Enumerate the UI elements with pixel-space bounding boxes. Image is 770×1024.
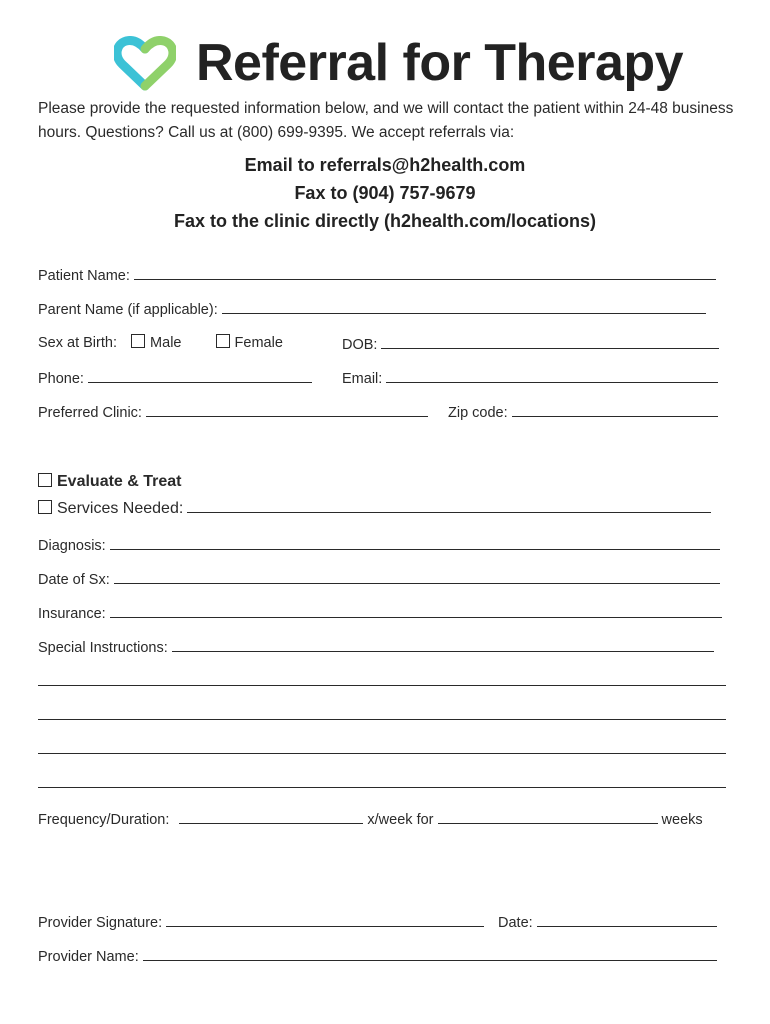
services-needed-field[interactable] xyxy=(187,498,711,513)
female-label: Female xyxy=(234,335,283,351)
date-row xyxy=(498,912,717,931)
email-label: Email: xyxy=(342,371,383,387)
special-instructions-line-2[interactable] xyxy=(38,685,726,686)
frequency-duration-label: Frequency/Duration: xyxy=(38,812,170,828)
contact-clinic: Fax to the clinic directly (h2health.com/locations) xyxy=(173,211,597,231)
sex-at-birth-row xyxy=(38,334,283,351)
insurance-field[interactable] xyxy=(110,603,722,618)
special-instructions-line-4[interactable] xyxy=(38,753,726,754)
special-instructions-field[interactable] xyxy=(172,637,714,652)
date-field[interactable] xyxy=(537,912,717,927)
provider-name-label: Provider Name: xyxy=(38,949,139,965)
phone-field[interactable] xyxy=(88,368,312,383)
frequency-field[interactable] xyxy=(179,809,363,824)
contact-email: Email to referrals@h2health.com xyxy=(244,155,526,175)
insurance-label: Insurance: xyxy=(38,606,106,622)
page-title: Referral for Therapy xyxy=(196,34,684,92)
male-label: Male xyxy=(150,335,182,351)
provider-signature-row xyxy=(38,912,484,931)
patient-name-row xyxy=(38,265,716,284)
parent-name-row xyxy=(38,299,706,318)
parent-name-field[interactable] xyxy=(222,299,706,314)
heart-logo-icon xyxy=(114,36,176,92)
date-label: Date: xyxy=(498,915,533,931)
date-of-sx-label: Date of Sx: xyxy=(38,572,110,588)
phone-label: Phone: xyxy=(38,371,84,387)
diagnosis-field[interactable] xyxy=(110,535,720,550)
diagnosis-row xyxy=(38,535,720,554)
zip-field[interactable] xyxy=(512,402,718,417)
evaluate-treat-checkbox[interactable] xyxy=(38,473,52,487)
xweek-for-label: x/week for xyxy=(367,812,434,828)
diagnosis-label: Diagnosis: xyxy=(38,538,106,554)
email-row xyxy=(342,368,718,387)
contact-methods xyxy=(0,151,770,235)
services-needed-label: Services Needed: xyxy=(57,500,184,517)
insurance-row xyxy=(38,603,722,622)
weeks-label: weeks xyxy=(661,812,703,828)
evaluate-treat-label: Evaluate & Treat xyxy=(57,473,182,490)
special-instructions-label: Special Instructions: xyxy=(38,640,168,656)
preferred-clinic-row xyxy=(38,402,428,421)
special-instructions-line-5[interactable] xyxy=(38,787,726,788)
intro-text: Please provide the requested information below, and we will contact the patient within 24-48 business hours. Questions? Call us at (800) 699-9395. We accept referrals via: xyxy=(38,100,734,141)
male-checkbox[interactable] xyxy=(131,334,145,348)
provider-name-field[interactable] xyxy=(143,946,717,961)
special-instructions-line-3[interactable] xyxy=(38,719,726,720)
dob-label: DOB: xyxy=(342,337,378,353)
zip-row xyxy=(448,402,718,421)
preferred-clinic-field[interactable] xyxy=(146,402,428,417)
email-field[interactable] xyxy=(386,368,718,383)
sex-at-birth-label: Sex at Birth: xyxy=(38,335,117,351)
zip-label: Zip code: xyxy=(448,405,508,421)
preferred-clinic-label: Preferred Clinic: xyxy=(38,405,142,421)
provider-signature-field[interactable] xyxy=(166,912,484,927)
services-needed-row xyxy=(38,498,711,518)
female-checkbox[interactable] xyxy=(216,334,230,348)
patient-name-field[interactable] xyxy=(134,265,716,280)
evaluate-treat-row xyxy=(38,473,182,491)
provider-name-row xyxy=(38,946,717,965)
date-of-sx-field[interactable] xyxy=(114,569,720,584)
header xyxy=(0,30,770,100)
services-needed-checkbox[interactable] xyxy=(38,500,52,514)
parent-name-label: Parent Name (if applicable): xyxy=(38,302,218,318)
duration-field[interactable] xyxy=(438,809,658,824)
patient-name-label: Patient Name: xyxy=(38,268,130,284)
date-of-sx-row xyxy=(38,569,720,588)
phone-row xyxy=(38,368,312,387)
contact-fax: Fax to (904) 757-9679 xyxy=(294,183,476,203)
provider-signature-label: Provider Signature: xyxy=(38,915,163,931)
frequency-duration-row xyxy=(38,809,703,828)
dob-field[interactable] xyxy=(381,334,719,349)
special-instructions-row xyxy=(38,637,714,656)
dob-row xyxy=(342,334,719,353)
